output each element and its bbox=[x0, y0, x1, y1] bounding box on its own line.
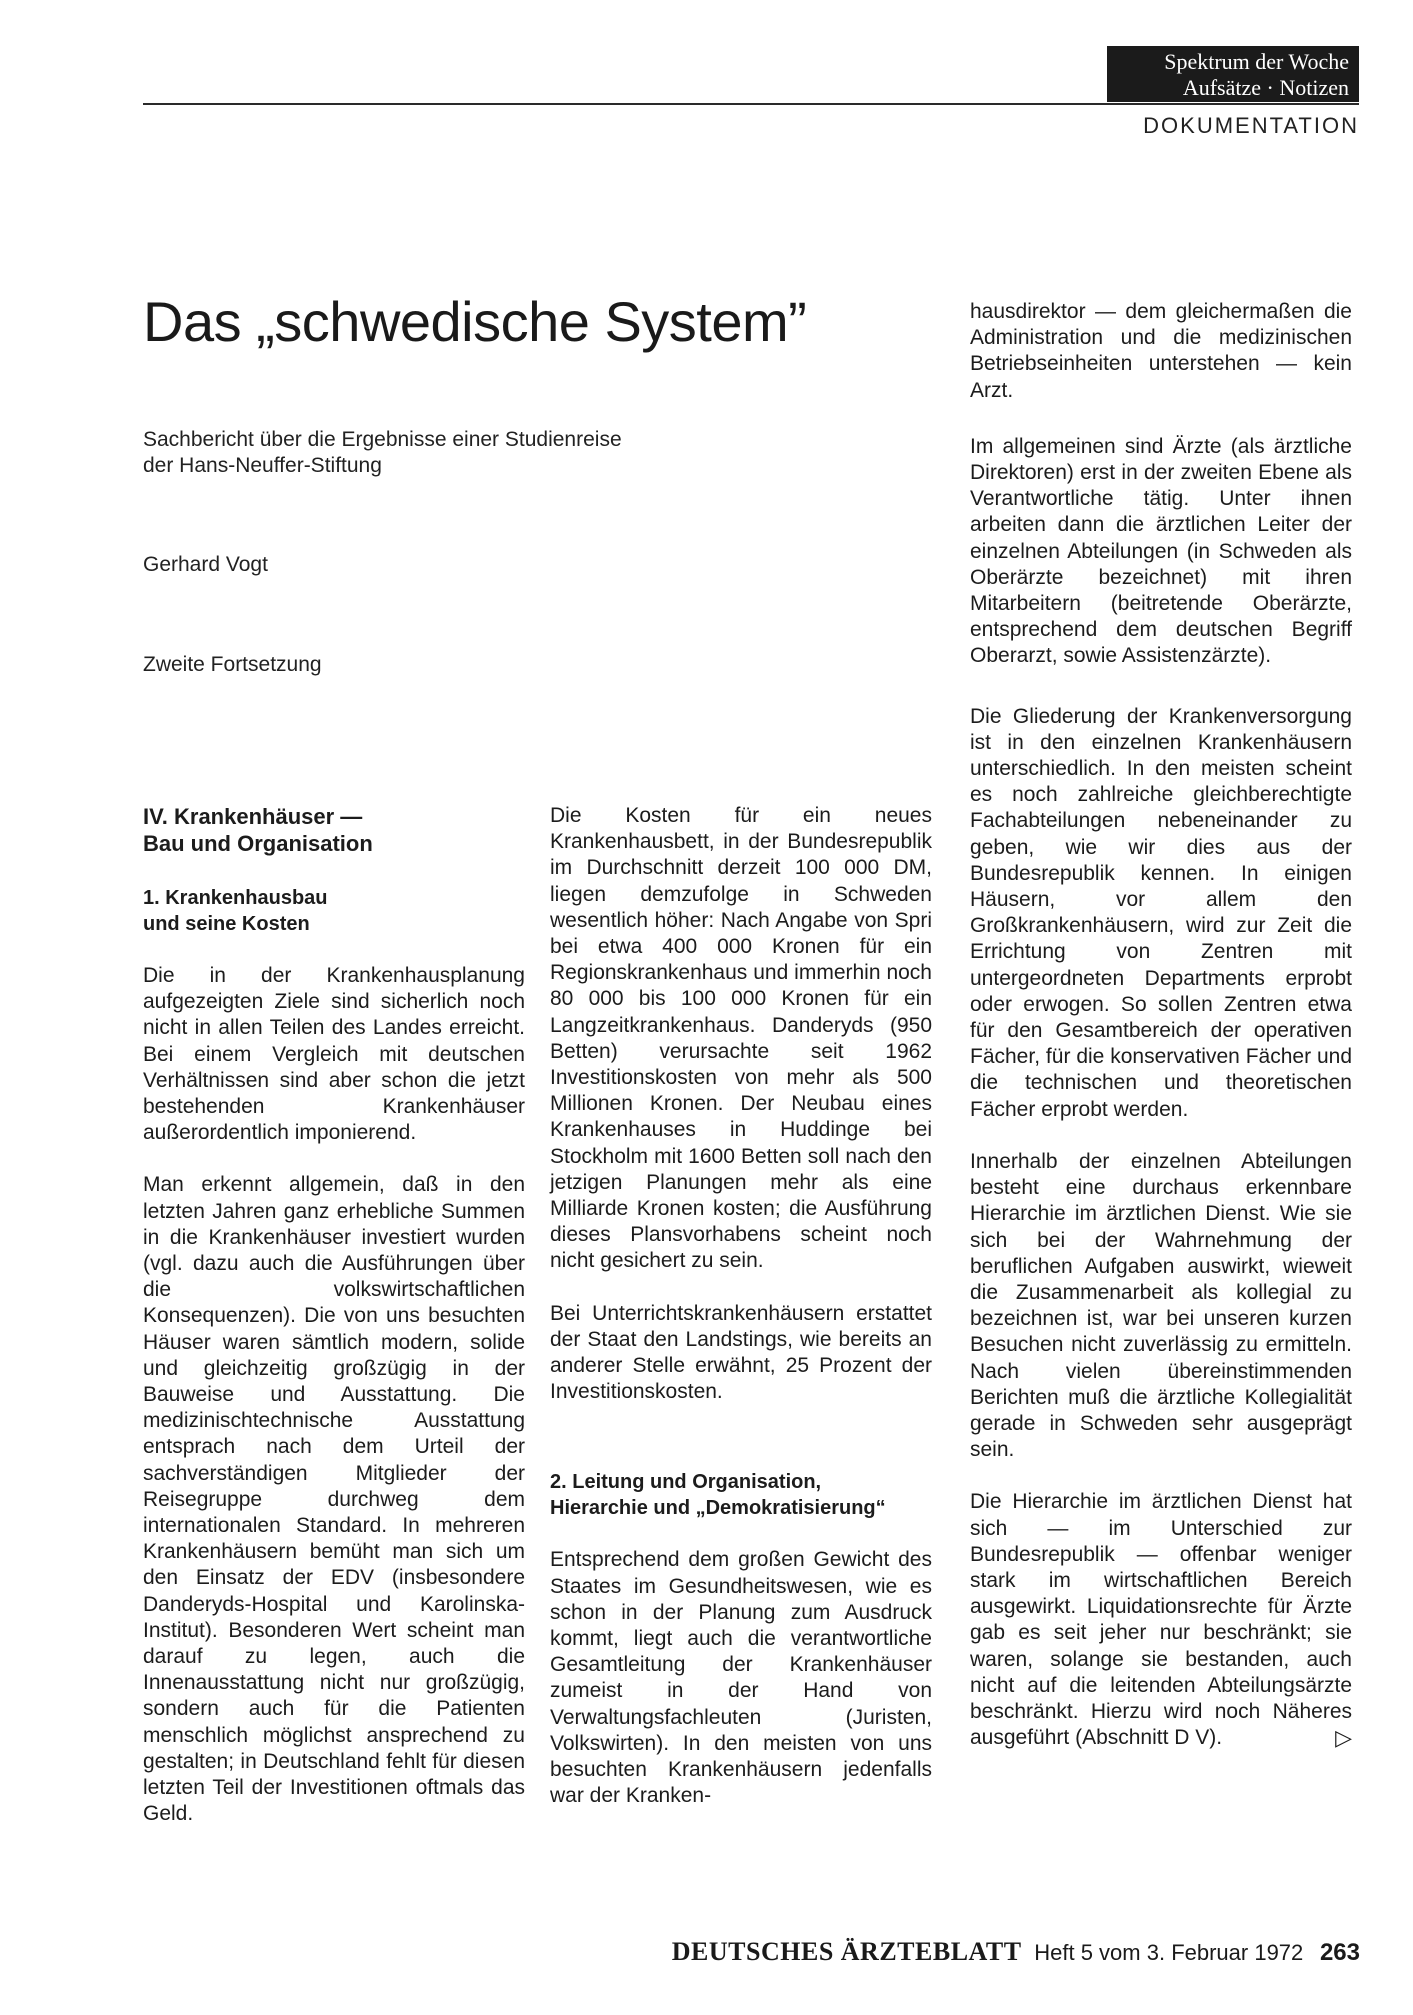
header-rule bbox=[143, 103, 1359, 105]
section-label: DOKUMENTATION bbox=[1143, 113, 1359, 138]
paragraph: Die Kosten für ein neues Krankenhausbett, in der Bundesrepublik im Durchschnitt derzeit 100 000 DM, liegen demzufolge in Schweden wesentlich höher: Nach Angabe von Spri bei etwa 400 000 Kronen für ein Regionskrankenhaus und immerhin noch 80 000 bis 100 000 Kronen für ein Langzeitkrankenhaus. Danderyds (950 Betten) verursachte seit 1962 Investitionskosten von mehr als 500 Millionen Kronen. Der Neubau eines Krankenhauses in Huddinge bei Stockholm mit 1600 Betten soll nach den jetzigen Planungen mehr als eine Milliarde Kronen kosten; die Ausführung dieses Plansvorhabens scheint noch nicht gesichert zu sein. bbox=[550, 804, 932, 1273]
subsection-heading-line-1: 1. Krankenhausbau bbox=[143, 887, 328, 909]
issue-info: Heft 5 vom 3. Februar 1972 bbox=[1034, 1940, 1304, 1965]
subsection-heading-line-2: und seine Kosten bbox=[143, 913, 310, 935]
paragraph: Innerhalb der einzelnen Abteilungen besteht eine durchaus erkennbare Hierarchie im ärztlichen Dienst. Wie sie sich bei der Wahrnehmung der beruflichen Aufgaben auswirkt, wieweit die Zusammenarbeit als kollegial zu bezeichnen ist, war bei unseren kurzen Besuchen nicht zuverlässig zu ermitteln. Nach vielen übereinstimmenden Berichten muß die ärztliche Kollegialität gerade in Schweden sehr ausgeprägt sein. bbox=[970, 1149, 1352, 1462]
section-heading-line-2: Bau und Organisation bbox=[143, 831, 373, 856]
page-footer bbox=[600, 1937, 1360, 1967]
journal-name: DEUTSCHES ÄRZTEBLATT bbox=[671, 1937, 1022, 1966]
section-heading-line-1: IV. Krankenhäuser — bbox=[143, 804, 363, 829]
badge-line-1: Spektrum der Woche bbox=[1164, 49, 1349, 74]
article-title: Das „schwedische System” bbox=[143, 290, 807, 353]
paragraph bbox=[970, 1489, 1352, 1751]
paragraph: Die in der Krankenhausplanung aufgezeigten Ziele sind sicherlich noch nicht in allen Teilen des Landes erreicht. Bei einem Vergleich mit deutschen Verhältnissen sind aber schon die jetzt bestehenden Krankenhäuser außerordentlich imponierend. bbox=[143, 964, 525, 1145]
text-column-2 bbox=[550, 803, 932, 1836]
continue-arrow-icon: ▷ bbox=[1335, 1725, 1352, 1751]
subsection-heading-line-1: 2. Leitung und Organisation, bbox=[550, 1471, 822, 1494]
paragraph: Man erkennt allgemein, daß in den letzten Jahren ganz erhebliche Summen in die Krankenhäuser investiert wurden (vgl. dazu auch die Ausführungen über die volkswirtschaftlichen Konsequenzen). Die von uns besuchten Häuser waren sämtlich modern, solide und gleichzeitig großzügig in der Bauweise und Ausstattung. Die medizinischtechnische Ausstattung entsprach nach dem Urteil der sachverständigen Mitglieder der Reisegruppe durchweg dem internationalen Standard. In mehreren Krankenhäusern bemüht man sich um den Einsatz der EDV (insbesondere Danderyds-Hospital und Karolinska-Institut). Besonderen Wert scheint man darauf zu legen, auch die Innenausstattung nicht nur großzügig, sondern auch für die Patienten menschlich möglichst ansprechend zu gestalten; in Deutschland fehlt für diesen letzten Teil der Investitionen oftmals das Geld. bbox=[143, 1173, 525, 1826]
paragraph-text: Die Hierarchie im ärztlichen Dienst hat sich — im Unterschied zur Bundesrepublik — offenbar weniger stark im wirtschaftlichen Bereich ausgewirkt. Liquidationsrechte für Ärzte gab es seit jeher nur beschränkt; sie waren, solange sie bestanden, auch nicht auf die leitenden Abteilungsärzte beschränkt. Hierzu wird noch Näheres ausgeführt (Abschnitt D V). bbox=[970, 1490, 1352, 1750]
subsection-heading bbox=[143, 885, 525, 937]
page-number: 263 bbox=[1319, 1939, 1360, 1966]
paragraph: Bei Unterrichtskrankenhäusern erstattet der Staat den Landstings, wie bereits an anderer Stelle erwähnt, 25 Prozent der Investitionskosten. bbox=[550, 1301, 932, 1404]
badge-line-2: Aufsätze · Notizen bbox=[1182, 75, 1349, 100]
text-column-3 bbox=[970, 299, 1352, 1777]
paragraph: Im allgemeinen sind Ärzte (als ärztliche Direktoren) erst in der zweiten Ebene als Verantwortliche tätig. Unter ihnen arbeiten dann die ärztlichen Leiter der einzelnen Abteilungen (in Schweden als Oberärzte bezeichnet) mit ihren Mitarbeitern (beitretende Oberärzte, entsprechend dem deutschen Begriff Oberarzt, sowie Assistenzärzte). bbox=[970, 434, 1352, 668]
section-heading bbox=[143, 803, 525, 857]
paragraph: Die Gliederung der Krankenversorgung ist in den einzelnen Krankenhäusern unterschiedlich. In den meisten scheint es noch zahlreiche gleichberechtigte Fachabteilungen nebeneinander zu geben, wie wir dies aus der Bundesrepublik kennen. In einigen Häusern, vor allem den Großkrankenhäusern, wird zur Zeit die Errichtung von Zentren mit untergeordneten Departments erprobt oder erwogen. So sollen Zentren etwa für den Gesamtbereich der operativen Fächer, für die konservativen Fächer und die technischen und theoretischen Fächer erprobt werden. bbox=[970, 704, 1352, 1121]
text-column-1 bbox=[143, 803, 525, 1854]
subsection-heading-line-2: Hierarchie und „Demokratisierung“ bbox=[550, 1497, 886, 1520]
subtitle-line-2: der Hans-Neuffer-Stiftung bbox=[143, 454, 382, 477]
article-continuation: Zweite Fortsetzung bbox=[143, 653, 322, 676]
paragraph: Entsprechend dem großen Gewicht des Staates im Gesundheitswesen, wie es schon in der Planung zum Ausdruck kommt, liegt auch die verantwortliche Gesamtleitung der Krankenhäuser zumeist in der Hand von Verwaltungsfachleuten (Juristen, Volkswirten). In den meisten von uns besuchten Krankenhäusern jedenfalls war der Kranken- bbox=[550, 1548, 932, 1808]
section-badge bbox=[1107, 46, 1359, 102]
subtitle-line-1: Sachbericht über die Ergebnisse einer Studienreise bbox=[143, 428, 622, 451]
article-subtitle bbox=[143, 427, 743, 479]
subsection-heading bbox=[550, 1469, 932, 1521]
paragraph: hausdirektor — dem gleichermaßen die Administration und die medizinischen Betriebseinheiten unterstehen — kein Arzt. bbox=[970, 300, 1352, 402]
article-author: Gerhard Vogt bbox=[143, 553, 268, 576]
